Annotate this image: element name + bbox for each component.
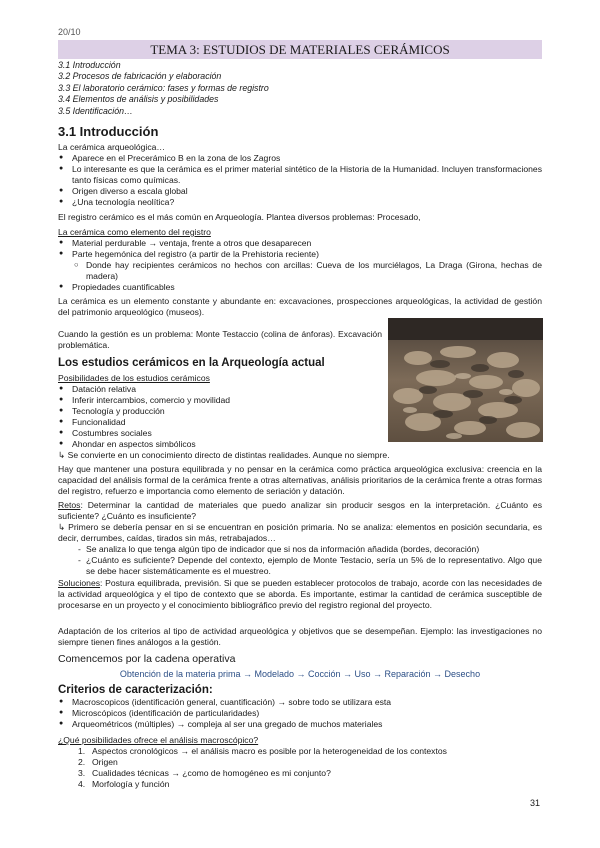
macro-list (58, 746, 542, 790)
studies-paragraph: Hay que mantener una postura equilibrada y no pensar en la cerámica como práctica arqueológica exclusiva: creencia en la capacidad del análisis formal de la cerámica frente a otras alternativas, análisis prioritarios de la cerámica frente a otras formas del registro, refuerzo e importancia como elemento de seriación y datación. (58, 464, 542, 496)
soluciones-label: Soluciones (58, 578, 101, 588)
studies-heading: Los estudios cerámicos en la Arqueología actual (58, 357, 325, 369)
adaptacion-paragraph: Adaptación de los criterios al tipo de actividad arqueológica y objetivos que se desempeñan. Ejemplo: las investigaciones no siempre tienen fines análogos a la gestión. (58, 626, 542, 647)
amphora-photo (388, 318, 543, 442)
intro-heading: 3.1 Introducción (58, 124, 159, 139)
toc-item: 3.4 Elementos de análisis y posibilidades (58, 94, 219, 105)
element-sublist (58, 260, 542, 282)
list-item: 3. Cualidades técnicas → ¿como de homogéneo es mi conjunto? (78, 767, 331, 778)
element-list-2 (58, 282, 542, 293)
list-item: ● ¿Una tecnología neolítica? (58, 197, 542, 208)
list-item: ● Funcionalidad (58, 417, 378, 428)
list-item: ● Propiedades cuantificables (58, 282, 542, 293)
toc-item: 3.5 Identificación… (58, 105, 133, 116)
retos-label: Retos (58, 500, 81, 510)
list-item: ● Arqueométricos (múltiples) → compleja al ser una gregado de muchos materiales (58, 719, 542, 730)
studies-subheading: Posibilidades de los estudios cerámicos (58, 373, 210, 383)
intro-list (58, 153, 542, 208)
soluciones-text: : Postura equilibrada, previsión. Si que se pueden establecer protocolos de trabajo, acorde con las necesidades de la actividad arqueológica y el tipo de contexto que se aborda. Es importante, estimar la cantidad de cerámica susceptible de procesarse en un proyecto y el conocimiento bibliográfico previo del registro regional del proyecto. (58, 578, 542, 610)
list-item: ● Inferir intercambios, comercio y movilidad (58, 395, 378, 406)
retos-arrow-text: Primero se debería pensar en si se encuentran en posición primaria. No se analiza: elementos en posición secundaria, es decir, derrumbes, caídas, tirados sin más, retrabajados… (58, 522, 542, 543)
retos-text: : Determinar la cantidad de materiales que puedo analizar sin producir sesgos en la interpretación. ¿Cuánto es suficiente? ¿Cuánto es insuficiente? (58, 500, 542, 521)
cadena-heading: Comencemos por la cadena operativa (58, 653, 236, 665)
return-arrow-icon: ↳ (58, 522, 66, 532)
retos-dash-list (58, 544, 542, 577)
list-item: ○ Donde hay recipientes cerámicos no hechos con arcillas: Cueva de los murciélagos, La Draga (Girona, hechas de madera) (58, 260, 542, 282)
list-item: ● Parte hegemónica del registro (a partir de la Prehistoria reciente) (58, 249, 542, 260)
criterios-list (58, 697, 542, 730)
return-arrow-icon: ↳ (58, 450, 66, 460)
intro-lead: La cerámica arqueológica… (58, 142, 166, 152)
studies-list (58, 384, 378, 449)
retos-arrow-note (58, 522, 542, 544)
element-paragraph: La cerámica es un elemento constante y abundante en: excavaciones, prospecciones arqueológicas, la actividad de gestión del patrimonio arqueológico (museos). (58, 296, 542, 317)
cadena-flow: Obtención de la materia prima → Modelado → Cocción → Uso → Reparación → Desecho (119, 669, 481, 679)
list-item: 1. Aspectos cronológicos → el análisis macro es posible por la heterogeneidad de los contextos (78, 746, 447, 756)
criterios-heading: Criterios de caracterización: (58, 684, 213, 696)
list-item: ● Microscópicos (identificación de particularidades) (58, 708, 542, 719)
toc-item: 3.1 Introducción (58, 60, 121, 70)
list-item: ● Tecnología y producción (58, 406, 378, 417)
list-item: ● Datación relativa (58, 384, 378, 395)
retos-paragraph (58, 500, 542, 522)
list-item: 2. Origen (78, 756, 118, 767)
list-item: ● Material perdurable → ventaja, frente a otros que desaparecen (58, 238, 542, 249)
amphora-image (388, 318, 543, 442)
gestion-paragraph: Cuando la gestión es un problema: Monte Testaccio (colina de ánforas). Excavación problemática. (58, 329, 382, 350)
list-item: ● Lo interesante es que la cerámica es el primer material sintético de la Historia de la Humanidad. Incluyen transformaciones tanto físicas como químicas. (58, 164, 542, 186)
list-item: ● Ahondar en aspectos simbólicos (58, 439, 378, 450)
list-item: ● Origen diverso a escala global (58, 186, 542, 197)
studies-arrow-text: Se convierte en un conocimiento directo de distintas realidades. Aunque no siempre. (67, 450, 390, 460)
intro-paragraph: El registro cerámico es el más común en Arqueología. Plantea diversos problemas: Procesado, (58, 212, 421, 222)
list-item: - ¿Cuánto es suficiente? Depende del contexto, ejemplo de Monte Testacio, sería un 5% de lo representativo. Algo que se debe hacer sistemáticamente es el muestreo. (58, 555, 542, 577)
soluciones-paragraph (58, 578, 542, 611)
list-item: ● Aparece en el Precerámico B en la zona de los Zagros (58, 153, 542, 164)
element-heading: La cerámica como elemento del registro (58, 227, 211, 237)
page-number: 31 (530, 798, 541, 808)
list-item: 4. Morfología y función (78, 778, 170, 789)
table-of-contents (58, 60, 269, 117)
page-title: TEMA 3: ESTUDIOS DE MATERIALES CERÁMICOS (58, 40, 542, 59)
toc-item: 3.3 El laboratorio cerámico: fases y formas de registro (58, 82, 269, 93)
list-item: ● Macroscopicos (identificación general, cuantificación) → sobre todo se utilizara esta (58, 697, 542, 708)
toc-item: 3.2 Procesos de fabricación y elaboración (58, 71, 222, 82)
element-list (58, 238, 542, 260)
page-date: 20/10 (58, 27, 81, 37)
list-item: ● Costumbres sociales (58, 428, 378, 439)
list-item: - Se analiza lo que tenga algún tipo de indicador que si nos da información añadida (bordes, decoración) (58, 544, 542, 555)
macro-heading: ¿Qué posibilidades ofrece el análisis macroscópico? (58, 735, 259, 745)
studies-arrow-note (58, 450, 542, 461)
